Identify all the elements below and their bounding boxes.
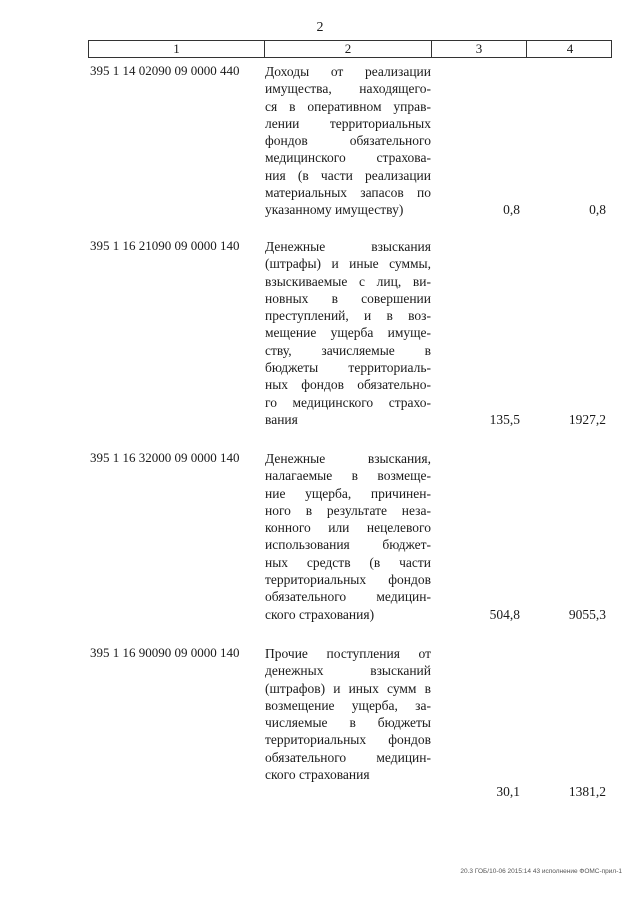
table-header — [88, 40, 612, 58]
header-col-4: 4 — [526, 41, 613, 57]
row-description — [265, 238, 431, 428]
description-line: ского страхования — [265, 767, 370, 783]
description-line: вания — [265, 411, 298, 427]
header-col-2: 2 — [264, 41, 431, 57]
value-col-3: 504,8 — [489, 607, 520, 622]
description-line: имущества, находящего- — [265, 81, 431, 97]
row-description — [265, 63, 431, 219]
budget-code: 395 1 16 32000 09 0000 140 — [90, 450, 240, 465]
description-line: территориальных фондов — [265, 572, 431, 588]
description-line: ству, зачисляемые в — [265, 342, 431, 358]
description-line: (штрафов) и иных сумм в — [265, 680, 431, 696]
budget-code: 395 1 16 90090 09 0000 140 — [90, 645, 240, 660]
description-line: взыскиваемые с лиц, ви- — [265, 273, 431, 289]
description-line: ние ущерба, причинен- — [265, 485, 431, 501]
footer-file-stamp: 20.3 ГОБ/10-06 2015:14 43 исполнение ФОМС-прил-1 — [460, 868, 622, 875]
description-line: лении территориальных — [265, 115, 431, 131]
description-line: ных средств (в части — [265, 554, 431, 570]
description-line: возмещение ущерба, за- — [265, 697, 431, 713]
description-line: Доходы от реализации — [265, 64, 431, 79]
row-description — [265, 645, 431, 783]
description-line: ся в оперативном управ- — [265, 98, 431, 114]
description-line: фондов обязательного — [265, 133, 431, 149]
description-line: конного или нецелевого — [265, 520, 431, 536]
description-line: новных в совершении — [265, 290, 431, 306]
value-col-3: 135,5 — [489, 412, 520, 427]
description-line: бюджеты территориаль- — [265, 360, 431, 376]
description-line: денежных взысканий — [265, 663, 431, 679]
description-line: го медицинского страхо- — [265, 394, 431, 410]
description-line: обязательного медицин- — [265, 749, 431, 765]
row-description — [265, 450, 431, 623]
description-line: (штрафы) и иные суммы, — [265, 256, 431, 272]
value-col-4: 1927,2 — [568, 412, 606, 427]
description-line: указанному имуществу) — [265, 202, 404, 218]
description-line: ского страхования) — [265, 606, 375, 622]
description-line: Прочие поступления от — [265, 646, 431, 661]
value-col-3: 30,1 — [496, 784, 520, 799]
description-line: ных фондов обязательно- — [265, 377, 431, 393]
header-col-1: 1 — [173, 41, 180, 56]
description-line: ного в результате неза- — [265, 502, 431, 518]
value-col-4: 0,8 — [589, 202, 606, 217]
description-line: обязательного медицин- — [265, 589, 431, 605]
description-line: числяемые в бюджеты — [265, 715, 431, 731]
budget-code: 395 1 16 21090 09 0000 140 — [90, 238, 240, 253]
description-line: Денежные взыскания, — [265, 451, 431, 466]
description-line: налагаемые в возмеще- — [265, 468, 431, 484]
description-line: ния (в части реализации — [265, 167, 431, 183]
description-line: мещение ущерба имуще- — [265, 325, 431, 341]
value-col-4: 9055,3 — [568, 607, 606, 622]
value-col-3: 0,8 — [503, 202, 520, 217]
description-line: преступлений, и в воз- — [265, 308, 431, 324]
description-line: использования бюджет- — [265, 537, 431, 553]
description-line: медицинского страхова- — [265, 150, 431, 166]
budget-code: 395 1 14 02090 09 0000 440 — [90, 63, 240, 78]
description-line: территориальных фондов — [265, 732, 431, 748]
description-line: Денежные взыскания — [265, 239, 431, 254]
header-col-3: 3 — [431, 41, 526, 57]
description-line: материальных запасов по — [265, 185, 431, 201]
value-col-4: 1381,2 — [568, 784, 606, 799]
page-number: 2 — [316, 20, 324, 35]
